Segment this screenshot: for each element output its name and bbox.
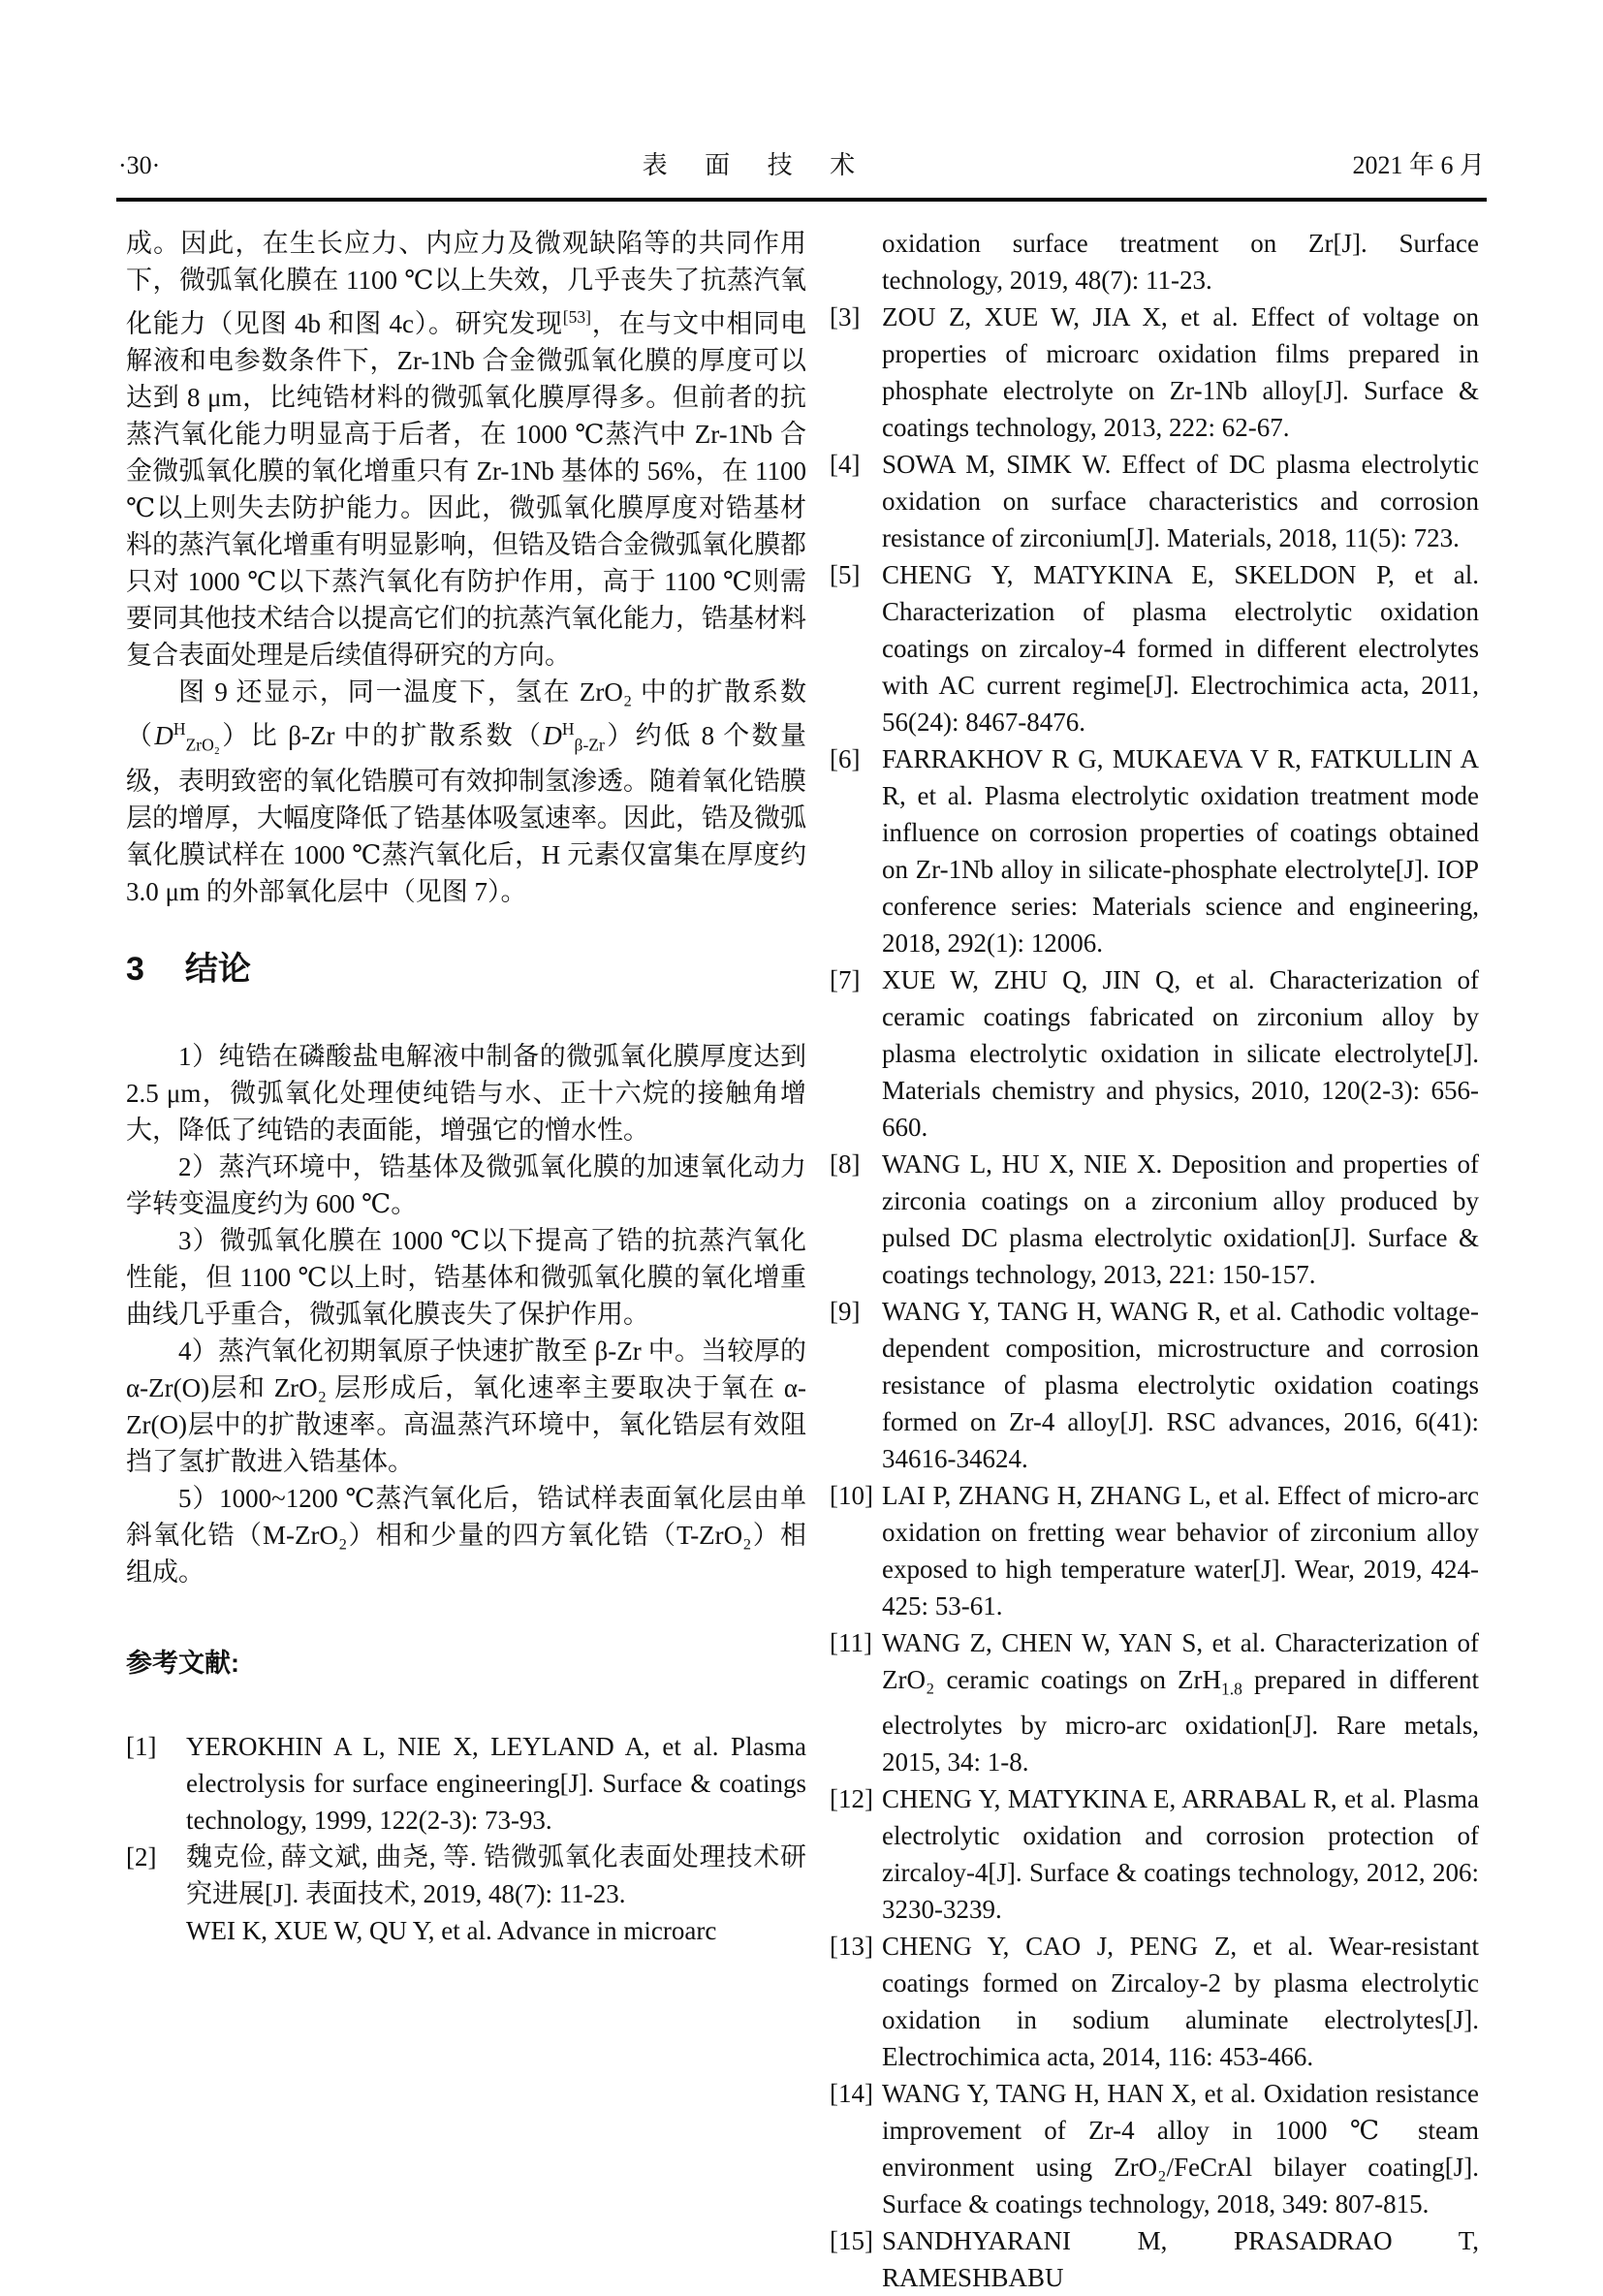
header-rule xyxy=(116,198,1487,202)
reference-number: [12] xyxy=(830,1784,873,1814)
reference-text-zh: 魏克俭, 薛文斌, 曲尧, 等. 锆微弧氧化表面处理技术研究进展[J]. 表面技术, 2019, 48(7): 11-23. xyxy=(186,1842,806,1909)
reference-item-10 xyxy=(830,1477,1479,1624)
reference-number: [14] xyxy=(830,2079,873,2109)
conclusion-1: 1）纯锆在磷酸盐电解液中制备的微弧氧化膜厚度达到 2.5 μm，微弧氧化处理使纯锆与水、正十六烷的接触角增大，降低了纯锆的表面能，增强它的憎水性。 xyxy=(126,1042,806,1146)
reference-item-2 xyxy=(126,1839,806,1949)
reference-number: [1] xyxy=(126,1732,157,1762)
section-title: 结论 xyxy=(184,951,251,989)
reference-number: [10] xyxy=(830,1481,873,1510)
reference-number: [4] xyxy=(830,450,861,479)
reference-text: ZOU Z, XUE W, JIA X, et al. Effect of voltage on properties of microarc oxidation films prepared in phosphate electrolyte on Zr-1Nb alloy[J]. Surface & coatings technology, 2013, 222: 62-67. xyxy=(882,302,1479,442)
reference-item-5 xyxy=(830,556,1479,740)
reference-number: [7] xyxy=(830,965,861,994)
reference-number: [8] xyxy=(830,1149,861,1179)
reference-text: CHENG Y, MATYKINA E, SKELDON P, et al. Characterization of plasma electrolytic oxidation coatings on zircaloy-4 formed in different electrolytes with AC current regime[J]. Electrochimica acta, 2011, 56(24): 8467-8476. xyxy=(882,560,1479,737)
reference-item-14 xyxy=(830,2075,1479,2222)
reference-item-12 xyxy=(830,1780,1479,1928)
reference-number: [9] xyxy=(830,1297,861,1326)
reference-text: SOWA M, SIMK W. Effect of DC plasma electrolytic oxidation on surface characteristics and corrosion resistance of zirconium[J]. Materials, 2018, 11(5): 723. xyxy=(882,450,1479,552)
issue-date: 2021 年 6 月 xyxy=(1352,151,1485,179)
reference-text: CHENG Y, MATYKINA E, ARRABAL R, et al. Plasma electrolytic oxidation and corrosion protection of zircaloy-4[J]. Surface & coatings technology, 2012, 206: 3230-3239. xyxy=(882,1784,1479,1925)
journal-title: 表 面 技 术 xyxy=(642,151,871,179)
paragraph-figure9: 图 9 还显示，同一温度下，氢在 ZrO₂ 中的扩散系数$(D^H_{ZrO_2})$比 β-Zr 中的扩散系数$(D^H_{\beta-Zr})$约低 8 个数量级，表明致密的氧化锆膜可有效抑制氢渗透。随着氧化锆膜层的增厚，大幅度降低了锆基体吸氢速率。因此，锆及微弧氧化膜试样在 1000 ℃蒸汽氧化后，H 元素仅富集在厚度约 3.0 μm 的外部氧化层中（见图 7）。 xyxy=(126,677,807,907)
reference-item-1 xyxy=(126,1728,806,1839)
reference-text: WANG Z, CHEN W, YAN S, et al. Characterization of ZrO₂ ceramic coatings on ZrH$_{1.8}$ prepared in different electrolytes by micro-arc oxidation[J]. Rare metals, 2015, 34: 1-8. xyxy=(882,1628,1479,1777)
left-column xyxy=(126,225,806,1949)
reference-text: LAI P, ZHANG H, ZHANG L, et al. Effect of micro-arc oxidation on fretting wear behavior of zirconium alloy exposed to high temperature water[J]. Wear, 2019, 424-425: 53-61. xyxy=(882,1481,1479,1620)
page-number: ·30· xyxy=(118,151,161,179)
reference-number: [15] xyxy=(830,2226,873,2256)
reference-text: XUE W, ZHU Q, JIN Q, et al. Characterization of ceramic coatings fabricated on zirconium alloy by plasma electrolytic oxidation in silicate electrolyte[J]. Materials chemistry and physics, 2010, 120(2-3): 656-660. xyxy=(882,965,1479,1142)
reference-2-continuation: oxidation surface treatment on Zr[J]. Surface technology, 2019, 48(7): 11-23. xyxy=(882,229,1479,295)
page-header xyxy=(118,145,1485,181)
reference-item-13 xyxy=(830,1928,1479,2075)
reference-item-8 xyxy=(830,1146,1479,1293)
section-heading xyxy=(126,951,806,988)
reference-number: [11] xyxy=(830,1628,872,1657)
reference-item-9 xyxy=(830,1293,1479,1477)
reference-number: [13] xyxy=(830,1932,873,1962)
reference-text: WANG Y, TANG H, HAN X, et al. Oxidation resistance improvement of Zr-4 alloy in 1000 ℃ steam environment using ZrO₂/FeCrAl bilayer coating[J]. Surface & coatings technology, 2018, 349: 807-815. xyxy=(882,2079,1479,2219)
conclusion-5: 5）1000~1200 ℃蒸汽氧化后，锆试样表面氧化层由单斜氧化锆（M-ZrO₂）相和少量的四方氧化锆（T-ZrO₂）相组成。 xyxy=(126,1484,806,1588)
reference-text: CHENG Y, CAO J, PENG Z, et al. Wear-resistant coatings formed on Zircaloy-2 by plasma electrolytic oxidation in sodium aluminate electrolytes[J]. Electrochimica acta, 2014, 116: 453-466. xyxy=(882,1932,1479,2072)
reference-number: [2] xyxy=(126,1842,157,1872)
reference-text: WANG Y, TANG H, WANG R, et al. Cathodic voltage-dependent composition, microstructure and corrosion resistance of plasma electrolytic oxidation coatings formed on Zr-4 alloy[J]. RSC advances, 2016, 6(41): 34616-34624. xyxy=(882,1297,1479,1473)
reference-number: [5] xyxy=(830,560,861,589)
reference-item-11 xyxy=(830,1624,1479,1780)
reference-text: FARRAKHOV R G, MUKAEVA V R, FATKULLIN A R, et al. Plasma electrolytic oxidation treatment mode influence on corrosion properties of coatings obtained on Zr-1Nb alloy in silicate-phosphate electrolyte[J]. IOP conference series: Materials science and engineering, 2018, 292(1): 12006. xyxy=(882,744,1479,958)
section-number: 3 xyxy=(126,951,144,989)
reference-number: [3] xyxy=(830,302,861,331)
right-column xyxy=(830,225,1479,2296)
reference-number: [6] xyxy=(830,744,861,773)
reference-text xyxy=(186,1839,806,1949)
conclusion-3: 3）微弧氧化膜在 1000 ℃以下提高了锆的抗蒸汽氧化性能，但 1100 ℃以上时，锆基体和微弧氧化膜的氧化增重曲线几乎重合，微弧氧化膜丧失了保护作用。 xyxy=(126,1226,806,1330)
reference-item-7 xyxy=(830,961,1479,1146)
reference-text: WANG L, HU X, NIE X. Deposition and properties of zirconia coatings on a zirconium alloy produced by pulsed DC plasma electrolytic oxidation[J]. Surface & coatings technology, 2013, 221: 150-157. xyxy=(882,1149,1479,1289)
reference-text-en: WEI K, XUE W, QU Y, et al. Advance in microarc xyxy=(186,1916,717,1946)
reference-text: SANDHYARANI M, PRASADRAO T, RAMESHBABU xyxy=(882,2226,1479,2293)
conclusion-2: 2）蒸汽环境中，锆基体及微弧氧化膜的加速氧化动力学转变温度约为 600 ℃。 xyxy=(126,1152,806,1219)
reference-item-6 xyxy=(830,740,1479,961)
reference-item-4 xyxy=(830,446,1479,556)
reference-text: YEROKHIN A L, NIE X, LEYLAND A, et al. Plasma electrolysis for surface engineering[J]. Surface & coatings technology, 1999, 122(2-3): 73-93. xyxy=(186,1732,806,1836)
paragraph-continuation: 成。因此，在生长应力、内应力及微观缺陷等的共同作用下，微弧氧化膜在 1100 ℃以上失效，几乎丧失了抗蒸汽氧化能力（见图 4b 和图 4c）。研究发现[53]，在与文中相同电解液和电参数条件下，Zr-1Nb 合金微弧氧化膜的厚度可以达到 8 μm，比纯锆材料的微弧氧化膜厚得多。但前者的抗蒸汽氧化能力明显高于后者，在 1000 ℃蒸汽中 Zr-1Nb 合金微弧氧化膜的氧化增重只有 Zr-1Nb 基体的 56%，在 1100 ℃以上则失去防护能力。因此，微弧氧化膜厚度对锆基材料的蒸汽氧化增重有明显影响，但锆及锆合金微弧氧化膜都只对 1000 ℃以下蒸汽氧化有防护作用，高于 1100 ℃则需要同其他技术结合以提高它们的抗蒸汽氧化能力，锆基材料复合表面处理是后续值得研究的方向。 xyxy=(126,229,807,670)
references-heading: 参考文献: xyxy=(126,1649,239,1679)
reference-item-15 xyxy=(830,2222,1479,2296)
conclusion-4: 4）蒸汽氧化初期氧原子快速扩散至 β-Zr 中。当较厚的 α-Zr(O)层和 ZrO₂ 层形成后，氧化速率主要取决于氧在 α-Zr(O)层中的扩散速率。高温蒸汽环境中，氧化锆层有效阻挡了氢扩散进入锆基体。 xyxy=(126,1337,806,1477)
reference-item-3 xyxy=(830,299,1479,446)
